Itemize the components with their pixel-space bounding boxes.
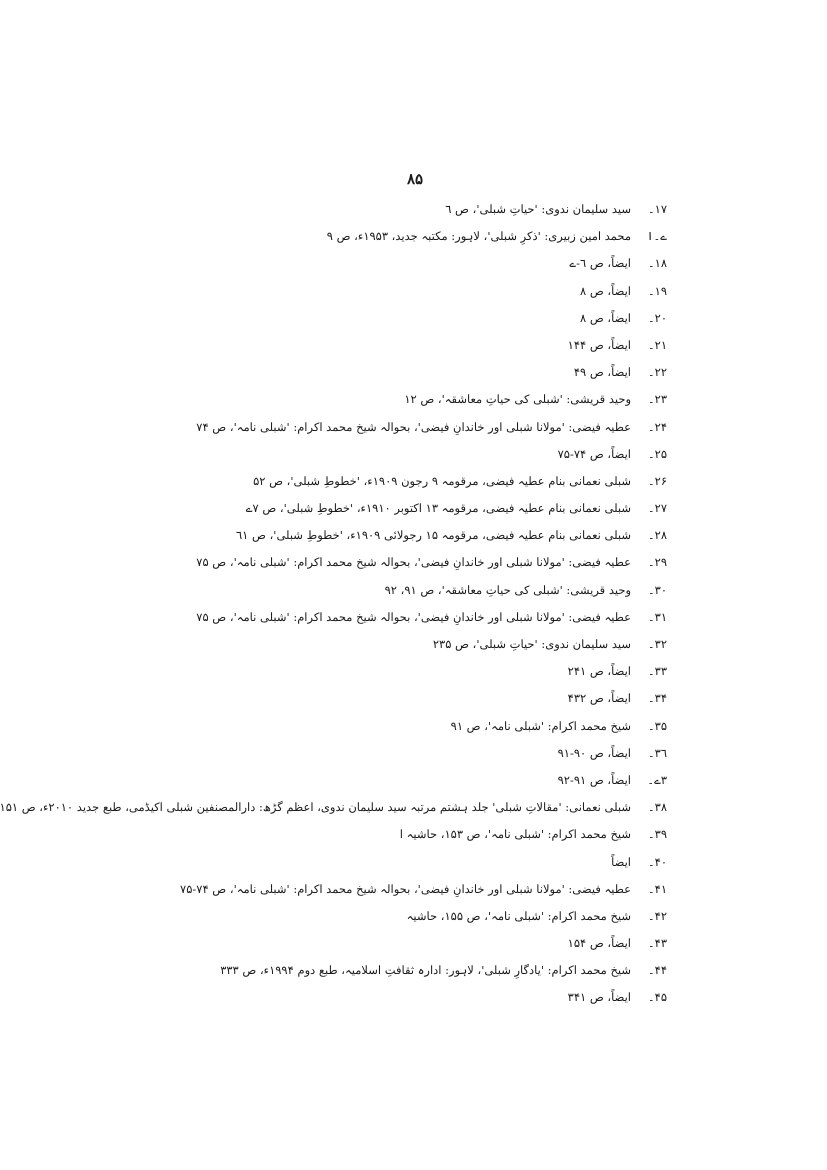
footnote-text: عطیہ فیضی: 'مولانا شبلی اور خاندانِ فیضی'، بحوالہ شیخ محمد اکرام: 'شبلی نامہ'، ص ۷۴-۷۵ — [180, 881, 631, 896]
footnote-text: ایضاً، ص ۴۳۲ — [567, 691, 631, 706]
footnote-text: محمد امین زبیری: 'ذکرِ شبلی'، لاہور: مکتبہ جدید، ۱۹۵۳ء، ص ۹ — [326, 229, 631, 244]
footnote-text: سید سلیمان ندوی: 'حیاتِ شبلی'، ص ٦ — [445, 202, 631, 216]
footnote-text: ایضاً، ص ۷۴-۷۵ — [557, 446, 631, 461]
footnote-number: ۲۱۔ — [647, 337, 667, 352]
footnote-item — [27, 332, 667, 359]
footnote-number: ۳٦۔ — [647, 745, 667, 760]
footnote-item — [27, 930, 667, 957]
footnote-number: ۲۹۔ — [647, 555, 667, 570]
footnote-item — [27, 713, 667, 740]
footnote-number: ۳۳۔ — [647, 664, 667, 679]
footnote-item — [27, 658, 667, 685]
footnote-item — [27, 495, 667, 522]
footnote-item — [27, 549, 667, 576]
footnote-text: ایضاً، ص ۱۴۴ — [567, 337, 631, 352]
footnote-text: ایضاً، ص ۸ — [580, 310, 631, 325]
footnote-item — [27, 386, 667, 413]
footnote-item — [27, 740, 667, 767]
footnote-item — [27, 984, 667, 1011]
footnote-text: شبلی نعمانی: 'مقالاتِ شبلی' جلد ہشتم مرتبہ سید سلیمان ندوی، اعظم گڑھ: دارالمصنفین شبلی اکیڈمی، طبع جدید ۲۰۱۰ء، ص ۱۵۱ — [0, 800, 631, 815]
footnote-number: ۲۳۔ — [647, 392, 667, 407]
footnote-number: ۱۷۔ — [647, 202, 667, 216]
footnote-text: ایضاً، ص ۹۱-۹۲ — [557, 772, 631, 787]
footnote-text: ایضاً، ص ۳۴۱ — [567, 990, 631, 1005]
footnote-text: ایضاً، ص ۹۰-۹۱ — [557, 745, 631, 760]
footnote-number: ۴۰۔ — [647, 854, 667, 869]
footnote-item — [27, 604, 667, 631]
footnote-number: ۴۱۔ — [647, 881, 667, 896]
footnote-text: وحید قریشی: 'شبلی کی حیاتِ معاشقہ'، ص ۹۱، ۹۲ — [384, 582, 631, 597]
footnote-item — [27, 305, 667, 332]
footnote-item — [27, 196, 667, 223]
footnote-number: ۴۵۔ — [647, 990, 667, 1005]
footnote-item — [27, 468, 667, 495]
footnote-item — [27, 522, 667, 549]
footnote-number: ۳۵۔ — [647, 718, 667, 733]
footnote-number: ۴۲۔ — [647, 908, 667, 923]
footnote-item — [27, 250, 667, 277]
footnote-number: ۳ے۔ — [647, 772, 667, 787]
footnote-number: ۲۲۔ — [647, 365, 667, 380]
footnote-item — [27, 414, 667, 441]
footnote-text: ایضاً، ص ۴۹ — [573, 365, 631, 380]
footnote-number: ۳۱۔ — [647, 609, 667, 624]
footnote-text: شیخ محمد اکرام: 'شبلی نامہ'، ص ۱۵۳، حاشیہ ا — [399, 827, 631, 842]
footnote-text: شبلی نعمانی بنام عطیہ فیضی، مرقومہ ۱۳ اکتوبر ۱۹۱۰ء، 'خطوطِ شبلی'، ص ۷ے — [245, 501, 631, 516]
footnote-text: شیخ محمد اکرام: 'شبلی نامہ'، ص ۱۵۵، حاشیہ — [406, 908, 631, 923]
footnote-number: ۳۴۔ — [647, 691, 667, 706]
footnote-number: ۲۰۔ — [647, 310, 667, 325]
footnote-text: عطیہ فیضی: 'مولانا شبلی اور خاندانِ فیضی'، بحوالہ شیخ محمد اکرام: 'شبلی نامہ'، ص ۷۵ — [196, 555, 631, 570]
footnote-item — [27, 441, 667, 468]
footnote-item — [27, 278, 667, 305]
footnote-item — [27, 849, 667, 876]
footnote-number: ۱۹۔ — [647, 283, 667, 298]
footnote-item — [27, 685, 667, 712]
footnote-text: ایضاً، ص ۸ — [580, 283, 631, 298]
footnote-text: عطیہ فیضی: 'مولانا شبلی اور خاندانِ فیضی'، بحوالہ شیخ محمد اکرام: 'شبلی نامہ'، ص ۷۴ — [196, 419, 631, 434]
footnote-number: ۲۷۔ — [647, 501, 667, 516]
footnotes-list — [0, 196, 667, 1012]
footnote-text: عطیہ فیضی: 'مولانا شبلی اور خاندانِ فیضی'، بحوالہ شیخ محمد اکرام: 'شبلی نامہ'، ص ۷۵ — [196, 609, 631, 624]
footnote-text: سید سلیمان ندوی: 'حیاتِ شبلی'، ص ۲۳۵ — [432, 637, 631, 651]
footnote-text: ایضاً، ص ۱۵۴ — [567, 936, 631, 951]
footnote-number: ۳۲۔ — [647, 637, 667, 651]
footnote-text: ایضاً، ص ٦-ے — [569, 256, 631, 271]
footnote-number: ۲۴۔ — [647, 419, 667, 434]
footnote-number: ۳۸۔ — [647, 800, 667, 815]
footnote-text: شبلی نعمانی بنام عطیہ فیضی، مرقومہ ۱۵ رجولائی ۱۹۰۹ء، 'خطوطِ شبلی'، ص ٦۱ — [236, 528, 631, 543]
footnote-text: ایضاً، ص ۲۴۱ — [567, 664, 631, 679]
footnote-item — [27, 821, 667, 848]
footnote-text: شیخ محمد اکرام: 'یادگارِ شبلی'، لاہور: ادارہ ثقافتِ اسلامیہ، طبع دوم ۱۹۹۴ء، ص ۳۳۳ — [220, 963, 631, 978]
footnote-item — [27, 957, 667, 984]
footnote-number: ے۔ا — [646, 229, 667, 244]
footnote-item — [27, 223, 667, 250]
footnote-item — [27, 903, 667, 930]
footnote-item — [27, 577, 667, 604]
footnote-text: شیخ محمد اکرام: 'شبلی نامہ'، ص ۹۱ — [450, 718, 631, 733]
footnote-item — [27, 876, 667, 903]
footnote-number: ۳۹۔ — [647, 827, 667, 842]
footnote-text: وحید قریشی: 'شبلی کی حیاتِ معاشقہ'، ص ۱۲ — [404, 392, 631, 407]
footnote-number: ۴۳۔ — [647, 936, 667, 951]
footnote-item — [27, 767, 667, 794]
footnote-number: ۲۵۔ — [647, 446, 667, 461]
footnote-number: ۳۰۔ — [647, 582, 667, 597]
footnote-number: ۲۶۔ — [647, 473, 667, 488]
footnote-text: شبلی نعمانی بنام عطیہ فیضی، مرقومہ ۹ رجون ۱۹۰۹ء، 'خطوطِ شبلی'، ص ۵۲ — [253, 473, 631, 488]
footnote-number: ۲۸۔ — [647, 528, 667, 543]
footnote-number: ۱۸۔ — [647, 256, 667, 271]
footnote-item — [27, 359, 667, 386]
footnote-item — [27, 631, 667, 658]
footnote-number: ۴۴۔ — [647, 963, 667, 978]
footnote-item — [0, 794, 667, 821]
page-number: ۸۵ — [406, 170, 424, 188]
footnote-text: ایضاً — [611, 854, 631, 869]
